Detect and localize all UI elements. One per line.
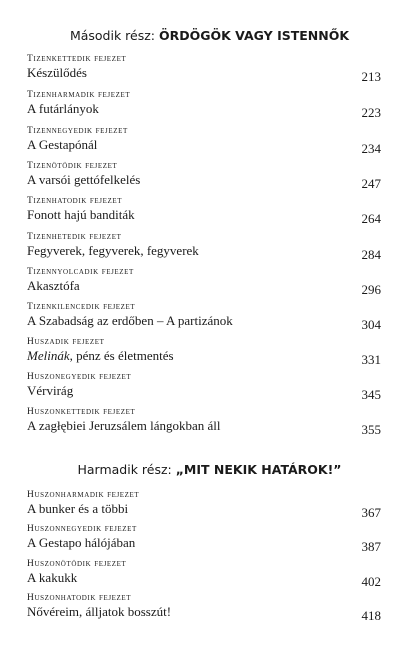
page-number: 331 [361, 352, 381, 367]
toc-entry [27, 231, 381, 262]
toc-entry [27, 558, 381, 589]
toc-entry [27, 336, 381, 367]
page-number: 234 [361, 141, 381, 156]
page-number: 355 [361, 422, 381, 437]
chapter-heading: Tizennyolcadik fejezet [27, 267, 134, 277]
toc-entry [27, 301, 381, 332]
page-number: 223 [361, 105, 381, 120]
chapter-heading: Tizenkettedik fejezet [27, 54, 127, 64]
chapter-title [27, 348, 174, 364]
chapter-heading: Tizenkilencedik fejezet [27, 302, 136, 312]
chapter-title: A Szabadság az erdőben – A partizánok [27, 313, 233, 328]
chapter-heading: Tizennegyedik fejezet [27, 126, 128, 136]
chapter-heading: Tizenötödik fejezet [27, 161, 118, 171]
chapter-heading: Huszonegyedik fejezet [27, 372, 132, 382]
toc-entry [27, 489, 381, 520]
part-two-title: ÖRDÖGÖK VAGY ISTENNŐK [159, 28, 350, 43]
chapter-heading: Huszonharmadik fejezet [27, 490, 140, 500]
toc-entry [27, 195, 381, 226]
chapter-title: Vérvirág [27, 383, 74, 398]
toc-entry [27, 266, 381, 297]
page-number: 284 [361, 247, 381, 262]
toc-entry [27, 523, 381, 554]
page-number: 367 [361, 505, 381, 520]
page-number: 247 [361, 176, 381, 191]
chapter-heading: Huszonötödik fejezet [27, 559, 127, 569]
chapter-heading: Huszonhatodik fejezet [27, 593, 132, 603]
chapter-title: A kakukk [27, 570, 78, 585]
chapter-title: A Gestapónál [27, 137, 98, 152]
chapter-title-italic: Melinák [27, 348, 70, 363]
chapter-title: A varsói gettófelkelés [27, 172, 141, 187]
page-number: 345 [361, 387, 381, 402]
part-three-title: „MIT NEKIK HATÁROK!” [175, 462, 342, 477]
chapter-title: A Gestapo hálójában [27, 535, 136, 550]
chapter-heading: Tizenhatodik fejezet [27, 196, 123, 206]
chapter-title: Fonott hajú banditák [27, 207, 135, 222]
chapter-title: A futárlányok [27, 101, 99, 116]
part-two-heading [0, 28, 419, 43]
chapter-title: Fegyverek, fegyverek, fegyverek [27, 243, 199, 258]
toc-entry [27, 160, 381, 191]
chapter-heading: Huszadik fejezet [27, 337, 105, 347]
toc-entry [27, 89, 381, 120]
page-number: 387 [361, 539, 381, 554]
toc-entry [27, 125, 381, 156]
page-number: 264 [361, 211, 381, 226]
toc-entry [27, 53, 381, 84]
page-number: 402 [361, 574, 381, 589]
chapter-heading: Tizenhetedik fejezet [27, 232, 122, 242]
chapter-title: Készülődés [27, 65, 87, 80]
page-number: 418 [361, 608, 381, 623]
part-three-prefix: Harmadik rész: [77, 462, 176, 477]
chapter-heading: Huszonnegyedik fejezet [27, 524, 137, 534]
page-number: 296 [361, 282, 381, 297]
toc-entry [27, 592, 381, 623]
toc-entry [27, 371, 381, 402]
part-three-heading [0, 462, 419, 477]
chapter-title: A zagłębiei Jeruzsálem lángokban áll [27, 418, 221, 433]
chapter-title: A bunker és a többi [27, 501, 129, 516]
chapter-title: Nővéreim, álljatok bosszút! [27, 604, 172, 619]
part-two-prefix: Második rész: [69, 28, 159, 43]
page-number: 304 [361, 317, 381, 332]
chapter-heading: Huszonkettedik fejezet [27, 407, 136, 417]
chapter-heading: Tizenharmadik fejezet [27, 90, 131, 100]
toc-entry [27, 406, 381, 437]
chapter-title: Akasztófa [27, 278, 80, 293]
chapter-title-rest: , pénz és életmentés [69, 348, 174, 363]
page-number: 213 [361, 69, 381, 84]
